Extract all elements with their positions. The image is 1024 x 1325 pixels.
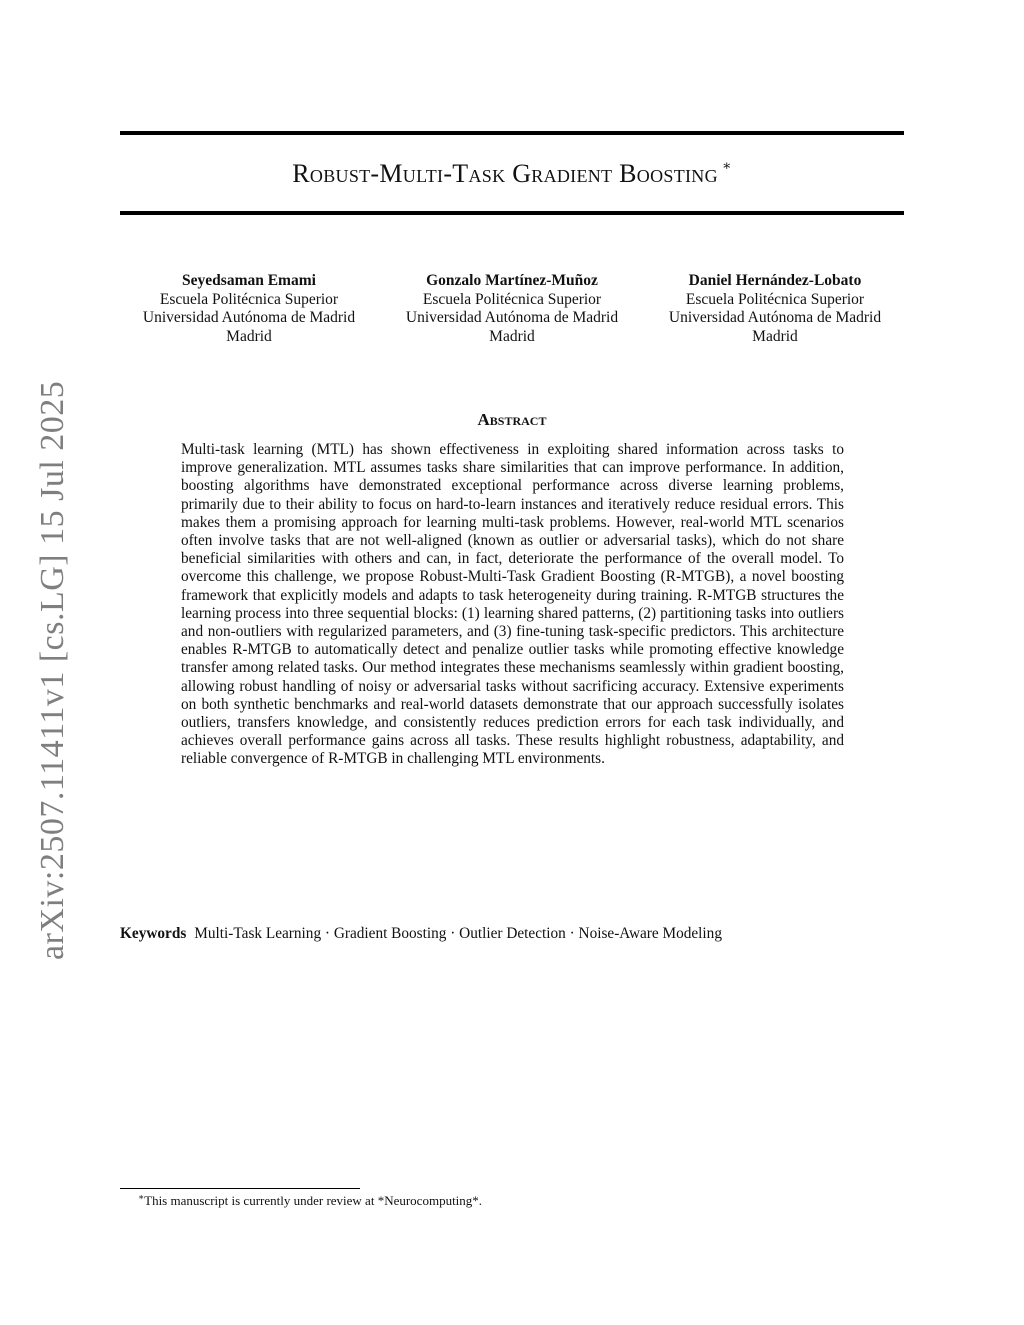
author-block [120, 272, 378, 346]
footnote-text: This manuscript is currently under review at *Neurocomputing*. [144, 1193, 483, 1208]
author-affiliation-city: Madrid [489, 327, 535, 345]
author-affiliation-school: Escuela Politécnica Superior [422, 290, 602, 308]
footnote-rule [120, 1188, 360, 1189]
abstract-body: Multi-task learning (MTL) has shown effectiveness in exploiting shared information across tasks to improve generalization. MTL assumes tasks share similarities that can improve performance. In addition, boosting algorithms have demonstrated exceptional performance across diverse learning problems, primarily due to their ability to focus on hard-to-learn instances and iteratively reduce residual errors. This makes them a promising approach for learning multi-task problems. However, real-world MTL scenarios often involve tasks that are not well-aligned (known as outlier or adversarial tasks), which do not share beneficial similarities with others and can, in fact, deteriorate the performance of the overall model. To overcome this challenge, we propose Robust-Multi-Task Gradient Boosting (R-MTGB), a novel boosting framework that explicitly models and adapts to task heterogeneity during training. R-MTGB structures the learning process into three sequential blocks: (1) learning shared patterns, (2) partitioning tasks into outliers and non-outliers with regularized parameters, and (3) fine-tuning task-specific predictors. This architecture enables R-MTGB to automatically detect and penalize outlier tasks while promoting effective knowledge transfer among related tasks. Our method integrates these mechanisms seamlessly within gradient boosting, allowing robust handling of noisy or adversarial tasks without sacrificing accuracy. Extensive experiments on both synthetic benchmarks and real-world datasets demonstrate that our approach successfully isolates outliers, transfers knowledge, and consistently reduces prediction errors for each task individually, and achieves overall performance gains across all tasks. These results highlight robustness, adaptability, and reliable convergence of R-MTGB in challenging MTL environments. [181, 441, 844, 768]
author-list [120, 272, 904, 346]
title-bottom-rule [120, 211, 904, 215]
author-affiliation-city: Madrid [226, 327, 272, 345]
author-block [646, 272, 904, 346]
author-affiliation-city: Madrid [752, 327, 798, 345]
author-affiliation-university: Universidad Autónoma de Madrid [405, 309, 619, 326]
author-block [383, 272, 641, 346]
author-affiliation-university: Universidad Autónoma de Madrid [668, 309, 882, 326]
footnote-marker: ∗ [138, 1192, 145, 1202]
paper-title-text: Robust-Multi-Task Gradient Boosting [292, 159, 718, 188]
author-name: Gonzalo Martínez-Muñoz [426, 272, 598, 289]
author-name: Daniel Hernández-Lobato [688, 272, 862, 289]
author-affiliation-university: Universidad Autónoma de Madrid [142, 309, 356, 326]
keywords-list: Multi-Task Learning · Gradient Boosting · Outlier Detection · Noise-Aware Modeling [194, 925, 722, 942]
author-affiliation-school: Escuela Politécnica Superior [685, 290, 865, 308]
abstract-heading: Abstract [477, 410, 547, 429]
keywords-line [120, 925, 904, 943]
arxiv-sidebar-stamp: arXiv:2507.11411v1 [cs.LG] 15 Jul 2025 [34, 380, 71, 960]
title-footnote-marker: ∗ [721, 159, 732, 174]
title-top-rule [120, 131, 904, 135]
paper-title [120, 158, 904, 189]
keywords-label: Keywords [120, 925, 187, 942]
author-name: Seyedsaman Emami [182, 272, 316, 289]
footnote [138, 1192, 482, 1209]
author-affiliation-school: Escuela Politécnica Superior [159, 290, 339, 308]
